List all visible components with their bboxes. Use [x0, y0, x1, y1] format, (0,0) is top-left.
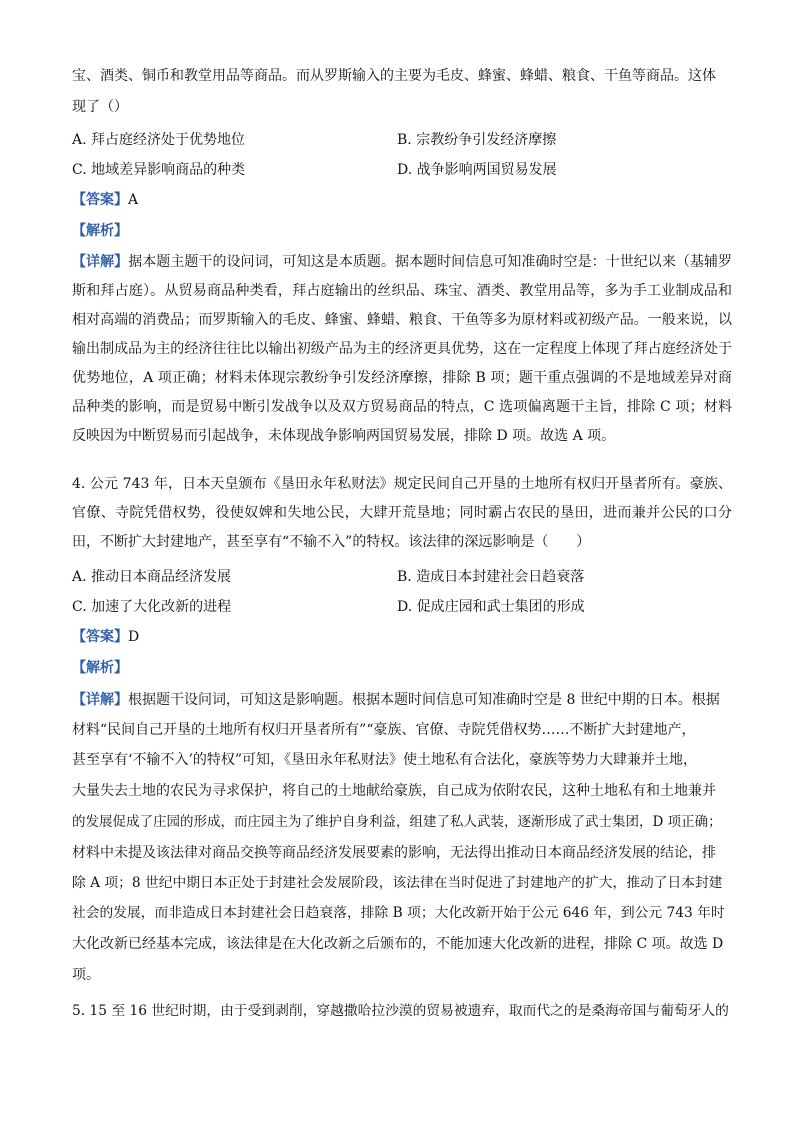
answer-value: D	[128, 629, 140, 645]
detail-tag: 【详解】	[72, 254, 129, 270]
analysis-tag: 【解析】	[72, 223, 128, 239]
answer-tag: 【答案】	[72, 192, 128, 208]
q4-detail-line-5: 的发展促成了庄园的形成，而庄园主为了维护自身利益，组建了私人武装，逐渐形成了武士集团，D 项正确；	[72, 814, 722, 830]
q4-detail-text: 根据题干设问词，可知这是影响题。根据本题时间信息可知准确时空是 8 世纪中期的日本。根据	[128, 692, 720, 708]
q3-answer	[72, 186, 138, 215]
q3-detail	[72, 248, 732, 451]
q3-stem-line-2: 现了（）	[72, 99, 128, 115]
q3-option-d: D. 战争影响两国贸易发展	[397, 162, 557, 178]
q4-detail-line-10: 项。	[72, 967, 100, 983]
answer-value: A	[128, 192, 139, 208]
q4-answer	[72, 623, 139, 652]
q4-detail-line-2: 材料“民间自己开垦的土地所有权归开垦者所有”“豪族、官僚、寺院凭借权势……不断扩大封建地产，	[72, 722, 696, 738]
q4-option-d: D. 促成庄园和武士集团的形成	[397, 599, 585, 615]
q4-detail-line-3: 甚至享有‘不输不入’的特权”可知，《垦田永年私财法》使土地私有合法化，豪族等势力大肆兼并土地，	[72, 752, 698, 768]
q4-detail-line-4: 大量失去土地的农民为寻求保护，将自己的土地献给豪族，自己成为依附农民，这种土地私有和土地兼并	[72, 783, 716, 799]
detail-tag: 【详解】	[72, 692, 128, 708]
q4-option-a: A. 推动日本商品经济发展	[72, 569, 232, 585]
q3-option-a: A. 拜占庭经济处于优势地位	[72, 132, 246, 148]
q4-option-c: C. 加速了大化改新的进程	[72, 599, 232, 615]
q4-analysis-heading	[72, 654, 128, 683]
q4-option-b: B. 造成日本封建社会日趋衰落	[397, 569, 585, 585]
q4-detail-line-1	[72, 686, 720, 715]
q3-option-b: B. 宗教纷争引发经济摩擦	[397, 132, 557, 148]
q3-option-c: C. 地域差异影响商品的种类	[72, 162, 246, 178]
q4-detail-line-8: 社会的发展，而非造成日本封建社会日趋衰落，排除 B 项；大化改新开始于公元 646 年，到公元 743 年时	[72, 905, 725, 921]
q4-detail-line-7: 除 A 项；8 世纪中期日本正处于封建社会发展阶段，该法律在当时促进了封建地产的扩大，推动了日本封建	[72, 875, 723, 891]
answer-tag: 【答案】	[72, 629, 128, 645]
analysis-tag: 【解析】	[72, 660, 128, 676]
q4-stem: 4. 公元 743 年，日本天皇颁布《垦田永年私财法》规定民间自己开垦的土地所有权归开垦者所有。豪族、官僚、寺院凭借权势，役使奴婢和失地公民，大肆开荒垦地；同时霸占农民的垦田，进而兼并公民的口分田，不断扩大封建地产，甚至享有“不输不入”的特权。该法律的深远影响是（ ）	[72, 476, 732, 550]
q3-stem-line-1: 宝、酒类、铜币和教堂用品等商品。而从罗斯输入的主要为毛皮、蜂蜜、蜂蜡、粮食、干鱼等商品。这体	[72, 68, 716, 84]
q3-analysis-heading	[72, 217, 128, 246]
q4-detail-line-6: 材料中未提及该法律对商品交换等商品经济发展要素的影响，无法得出推动日本商品经济发展的结论，排	[72, 845, 716, 861]
q5-stem-start: 5. 15 至 16 世纪时期，由于受到剥削，穿越撒哈拉沙漠的贸易被遗弃，取而代之的是桑海帝国与葡萄牙人的	[72, 1003, 729, 1019]
q4-detail-line-9: 大化改新已经基本完成，该法律是在大化改新之后颁布的，不能加速大化改新的进程，排除 C 项。故选 D	[72, 936, 724, 952]
q3-detail-text: 据本题主题干的设问词，可知这是本质题。据本题时间信息可知准确时空是：十世纪以来（基辅罗斯和拜占庭）。从贸易商品种类看，拜占庭输出的丝织品、珠宝、酒类、教堂用品等，多为手工业制成品和相对高端的消费品；而罗斯输入的毛皮、蜂蜜、蜂蜡、粮食、干鱼等多为原材料或初级产品。一般来说，以输出制成品为主的经济往往比以输出初级产品为主的经济更具优势，这在一定程度上体现了拜占庭经济处于优势地位，A 项正确；材料未体现宗教纷争引发经济摩擦，排除 B 项；题干重点强调的不是地域差异对商品种类的影响，而是贸易中断引发战争以及双方贸易商品的特点，C 选项偏离题干主旨，排除 C 项；材料反映因为中断贸易而引起战争，未体现战争影响两国贸易发展，排除 D 项。故选 A 项。	[72, 254, 733, 444]
